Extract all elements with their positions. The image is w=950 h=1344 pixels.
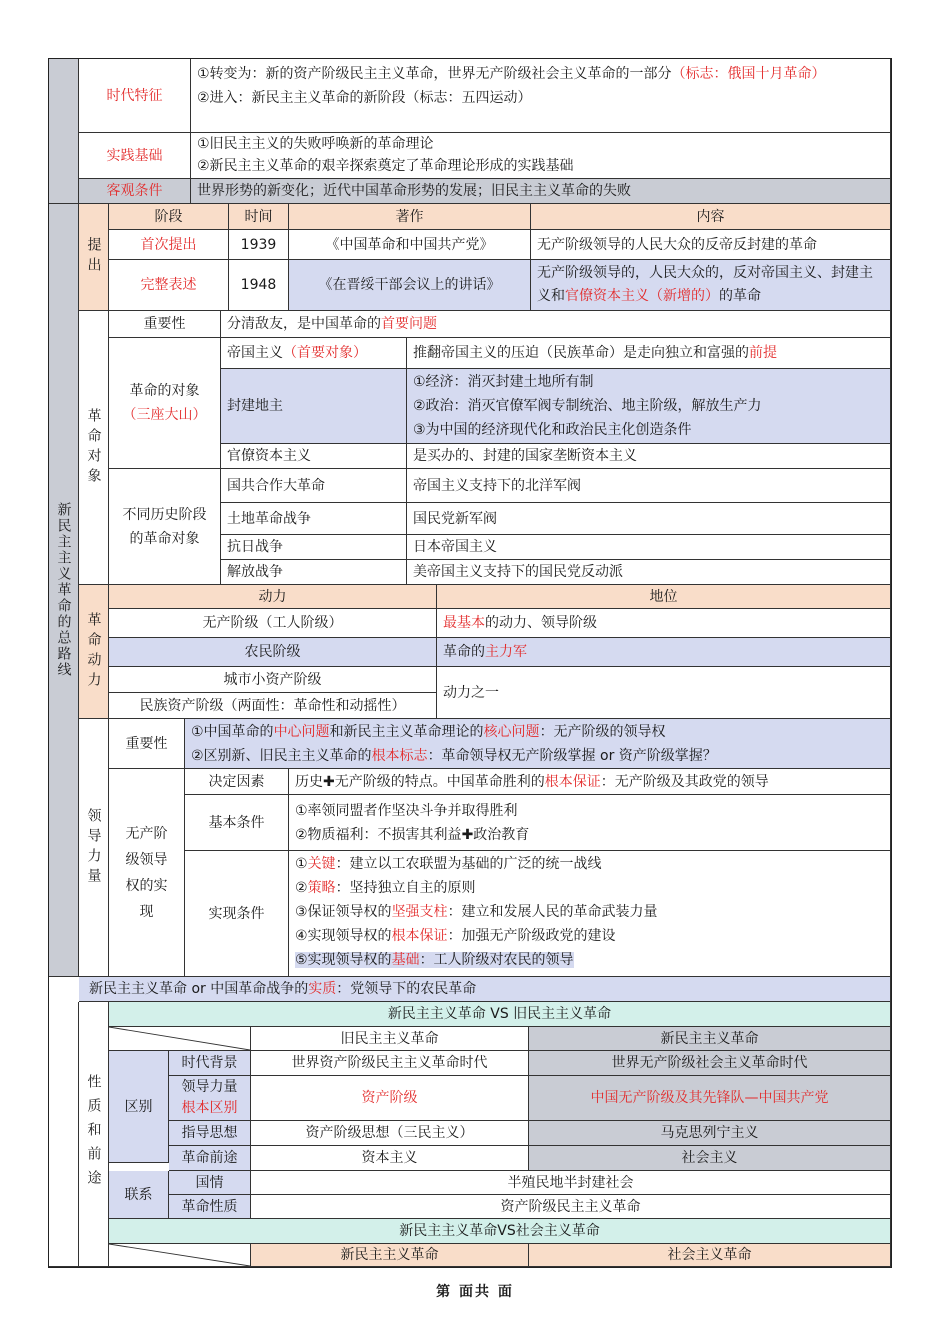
forces-header-position: 地位 — [437, 585, 891, 609]
imp2-c: ：革命领导权无产阶级掌握 or 资产阶级掌握？ — [427, 748, 717, 764]
header-old: 旧民主主义革命 — [251, 1027, 529, 1051]
cond-line-4 — [295, 924, 884, 948]
forces-header-force: 动力 — [109, 585, 437, 609]
link-label: 联系 — [109, 1171, 169, 1219]
decisive-e: ：无产阶级及其政党的领导 — [600, 773, 769, 790]
proposal-content-1: 无产阶级领导的人民大众的反帝反封建的革命 — [531, 230, 891, 260]
cond2-c: ：坚持独立自主的原则 — [335, 880, 476, 896]
force-peasants: 农民阶级 — [109, 638, 437, 667]
objects-label-cell — [109, 338, 221, 469]
practice-line2: ②新民主主义革命的艰辛探索奠定了革命理论形成的实践基础 — [197, 158, 574, 174]
nature-label: 性质和前途 — [79, 1002, 109, 1267]
proposal-year-1: 1939 — [229, 230, 289, 260]
top-left-blank — [49, 59, 79, 204]
diff-old-1: 世界资产阶级民主主义革命时代 — [251, 1051, 529, 1076]
cond5-b: 基础 — [391, 952, 420, 968]
stage-period-2: 土地革命战争 — [221, 503, 407, 535]
leadership-label: 领导力量 — [79, 719, 109, 977]
proposal-header-stage: 阶段 — [109, 204, 229, 230]
era-content — [191, 59, 891, 133]
feudal-line-1: ①经济：消灭封建土地所有制 — [413, 374, 594, 390]
diagonal-cell-2 — [109, 1244, 251, 1267]
feudal-label: 封建地主 — [221, 369, 407, 444]
practice-label: 实践基础 — [79, 133, 191, 179]
practice-line1: ①旧民主主义的失败呼唤新的革命理论 — [197, 136, 434, 152]
imp2-a: ②区别新、旧民主主义革命的 — [191, 748, 372, 764]
link-value-1: 半殖民地半封建社会 — [251, 1171, 891, 1195]
cond1-b: 关键 — [307, 856, 336, 872]
proletariat-pos-a: 最基本 — [443, 615, 485, 631]
proposal-work-2: 《在晋绥干部会议上的讲话》 — [289, 260, 531, 311]
diff-item-2: 领导力量 — [181, 1079, 238, 1095]
diff-item-2-note: 根本区别 — [181, 1100, 238, 1116]
diff-new-1: 世界无产阶级社会主义革命时代 — [529, 1051, 891, 1076]
proposal-year-2: 1948 — [229, 260, 289, 311]
targets-importance-label: 重要性 — [109, 311, 221, 338]
cond-line-2 — [295, 876, 884, 900]
imp2-b: 根本标志 — [371, 748, 428, 764]
cond-line-1 — [295, 852, 884, 876]
link-item-1: 国情 — [169, 1171, 251, 1195]
diff-item-2-cell — [169, 1076, 251, 1121]
diff-item-1: 时代背景 — [169, 1051, 251, 1076]
bureaucratic-label: 官僚资本主义 — [221, 444, 407, 469]
page-footer: 第 面共 面 — [436, 1284, 514, 1300]
stage-period-1: 国共合作大革命 — [221, 469, 407, 503]
forces-label: 革命动力 — [79, 585, 109, 719]
leadership-importance-label: 重要性 — [109, 719, 185, 769]
force-petty: 城市小资产阶级 — [109, 667, 437, 693]
proposal-label: 提出 — [79, 204, 109, 311]
imp1-c: 和新民主主义革命理论的 — [329, 724, 484, 740]
imp1-b: 中心问题 — [273, 724, 330, 740]
proposal-stage-1: 首次提出 — [109, 230, 229, 260]
stage-target-3: 日本帝国主义 — [407, 535, 891, 560]
basic-line-1: ①率领同盟者作坚决斗争并取得胜利 — [295, 803, 518, 819]
cond4-c: ：加强无产阶级政党的建设 — [447, 928, 616, 944]
importance-text-b: 首要问题 — [381, 316, 437, 332]
cond2-a: ② — [295, 880, 308, 896]
era-line2: ②进入：新民主主义革命的新阶段（标志：五四运动） — [197, 90, 532, 106]
era-line1-mark: （标志：俄国十月革命） — [671, 66, 826, 82]
targets-importance-text — [221, 311, 891, 338]
vs2-title: 新民主主义革命VS社会主义革命 — [109, 1219, 891, 1244]
diff-old-3: 资产阶级思想（三民主义） — [251, 1121, 529, 1146]
importance-text-a: 分清敌友，是中国革命的 — [227, 316, 381, 332]
stage-period-4: 解放战争 — [221, 560, 407, 585]
decisive-d: 根本保证 — [544, 773, 601, 790]
cond-text — [289, 851, 891, 977]
cond5-c: ：工人阶级对农民的领导 — [419, 952, 574, 968]
cond-line-3 — [295, 900, 884, 924]
feudal-lines — [407, 369, 891, 444]
essence-c: ：党领导下的农民革命 — [336, 981, 477, 997]
imperialism-note: （首要对象） — [283, 345, 367, 361]
diff-new-4: 社会主义 — [529, 1146, 891, 1171]
diagonal-line — [109, 1027, 250, 1050]
basic2-a: ②物质福利：不损害其利益 — [295, 827, 462, 843]
proposal-content-2b: 官僚资本主义（新增的） — [565, 288, 719, 304]
leadership-imp-1 — [191, 720, 884, 744]
proposal-content-2 — [531, 260, 891, 311]
proposal-content-2a: 无产阶级领导的，人民大众的，反对帝国主义、封建主义和 — [537, 265, 873, 304]
imperialism-text — [407, 338, 891, 369]
cond-line-5 — [295, 948, 884, 972]
stage-target-4: 美帝国主义支持下的国民党反动派 — [407, 560, 891, 585]
diff-label: 区别 — [109, 1051, 169, 1163]
cond3-c: ：建立和发展人民的革命武装力量 — [447, 904, 658, 920]
bottom-left-blank — [49, 1002, 79, 1267]
objects-label: 革命的对象 — [129, 383, 200, 399]
practice-content — [191, 133, 891, 179]
cond4-a: ④实现领导权的 — [295, 928, 392, 944]
diagonal-line-2 — [109, 1244, 250, 1266]
cond3-a: ③保证领导权的 — [295, 904, 392, 920]
objective-text: 世界形势的新变化；近代中国革命形势的发展；旧民主主义革命的失败 — [191, 179, 891, 204]
plus-icon: ✚ — [323, 773, 335, 790]
basic-label: 基本条件 — [185, 795, 289, 851]
objective-label: 客观条件 — [79, 179, 191, 204]
cond4-b: 根本保证 — [391, 928, 448, 944]
diff-old-2: 资产阶级 — [251, 1076, 529, 1121]
link-value-2: 资产阶级民主主义革命 — [251, 1195, 891, 1219]
essence-row — [79, 977, 891, 1002]
proletariat-pos-b: 的动力、领导阶级 — [485, 615, 597, 631]
cond1-c: ：建立以工农联盟为基础的广泛的统一战线 — [335, 856, 602, 872]
feudal-line-2: ②政治：消灭官僚军阀专制统治、地主阶级，解放生产力 — [413, 398, 762, 414]
proposal-work-1: 《中国革命和中国共产党》 — [289, 230, 531, 260]
vs2-left: 新民主主义革命 — [251, 1244, 529, 1267]
stage-period-3: 抗日战争 — [221, 535, 407, 560]
diff-new-2: 中国无产阶级及其先锋队—中国共产党 — [529, 1076, 891, 1121]
diagonal-cell — [109, 1027, 251, 1051]
diff-old-4: 资本主义 — [251, 1146, 529, 1171]
imperialism-label-cell — [221, 338, 407, 369]
era-line1: ①转变为：新的资产阶级民主主义革命，世界无产阶级社会主义革命的一部分 — [197, 66, 672, 82]
imperialism-label: 帝国主义 — [227, 345, 283, 361]
link-item-2: 革命性质 — [169, 1195, 251, 1219]
leadership-imp-2 — [191, 744, 884, 768]
cond5-a: ⑤实现领导权的 — [295, 952, 392, 968]
diff-item-4: 革命前途 — [169, 1146, 251, 1171]
imperialism-text-b: 前提 — [749, 345, 777, 361]
decisive-text — [289, 769, 891, 795]
plus-icon: ✚ — [461, 827, 474, 843]
cond3-b: 坚强支柱 — [391, 904, 448, 920]
side-title: 新民主主义革命的总路线 — [49, 204, 79, 977]
realize-label: 无产阶级领导权的实现 — [109, 769, 185, 977]
imp1-d: 核心问题 — [483, 724, 540, 740]
proposal-header-year: 时间 — [229, 204, 289, 230]
essence-a: 新民主主义革命 or 中国革命战争的 — [89, 981, 309, 997]
proposal-header-content: 内容 — [531, 204, 891, 230]
force-proletariat-position — [437, 609, 891, 638]
peasants-pos-a: 革命的 — [443, 644, 485, 660]
vs-title: 新民主主义革命 VS 旧民主主义革命 — [109, 1002, 891, 1027]
diff-new-3: 马克思列宁主义 — [529, 1121, 891, 1146]
imperialism-text-a: 推翻帝国主义的压迫（民族革命）是走向独立和富强的 — [413, 345, 749, 361]
force-national: 民族资产阶级（两面性：革命性和动摇性） — [109, 693, 437, 719]
force-peasants-position — [437, 638, 891, 667]
leadership-importance — [185, 719, 891, 769]
feudal-line-3: ③为中国的经济现代化和政治民主化创造条件 — [413, 422, 692, 438]
bureaucratic-text: 是买办的、封建的国家垄断资本主义 — [407, 444, 891, 469]
proposal-stage-2: 完整表述 — [109, 260, 229, 311]
vs2-right: 社会主义革命 — [529, 1244, 891, 1267]
cond-label: 实现条件 — [185, 851, 289, 977]
diff-item-3: 指导思想 — [169, 1121, 251, 1146]
stages-label: 不同历史阶段的革命对象 — [109, 469, 221, 585]
basic-line-2 — [295, 823, 884, 847]
decisive-label: 决定因素 — [185, 769, 289, 795]
stage-target-2: 国民党新军阀 — [407, 503, 891, 535]
force-others-position: 动力之一 — [437, 667, 891, 719]
proposal-content-2c: 的革命 — [719, 288, 761, 304]
imp1-e: ：无产阶级的领导权 — [539, 724, 666, 740]
stage-target-1: 帝国主义支持下的北洋军阀 — [407, 469, 891, 503]
basic-text — [289, 795, 891, 851]
notes-table — [48, 58, 892, 1268]
force-proletariat: 无产阶级（工人阶级） — [109, 609, 437, 638]
essence-b: 实质 — [308, 981, 337, 997]
cond2-b: 策略 — [307, 880, 336, 896]
header-new: 新民主主义革命 — [529, 1027, 891, 1051]
decisive-a: 历史 — [295, 773, 323, 790]
decisive-c: 无产阶级的特点。中国革命胜利的 — [334, 773, 545, 790]
imp1-a: ①中国革命的 — [191, 724, 274, 740]
peasants-pos-b: 主力军 — [485, 644, 527, 660]
proposal-header-work: 著作 — [289, 204, 531, 230]
objects-note: （三座大山） — [122, 407, 207, 423]
targets-label: 革命对象 — [79, 311, 109, 585]
cond1-a: ① — [295, 856, 308, 872]
basic2-c: 政治教育 — [473, 827, 530, 843]
era-label: 时代特征 — [79, 59, 191, 133]
